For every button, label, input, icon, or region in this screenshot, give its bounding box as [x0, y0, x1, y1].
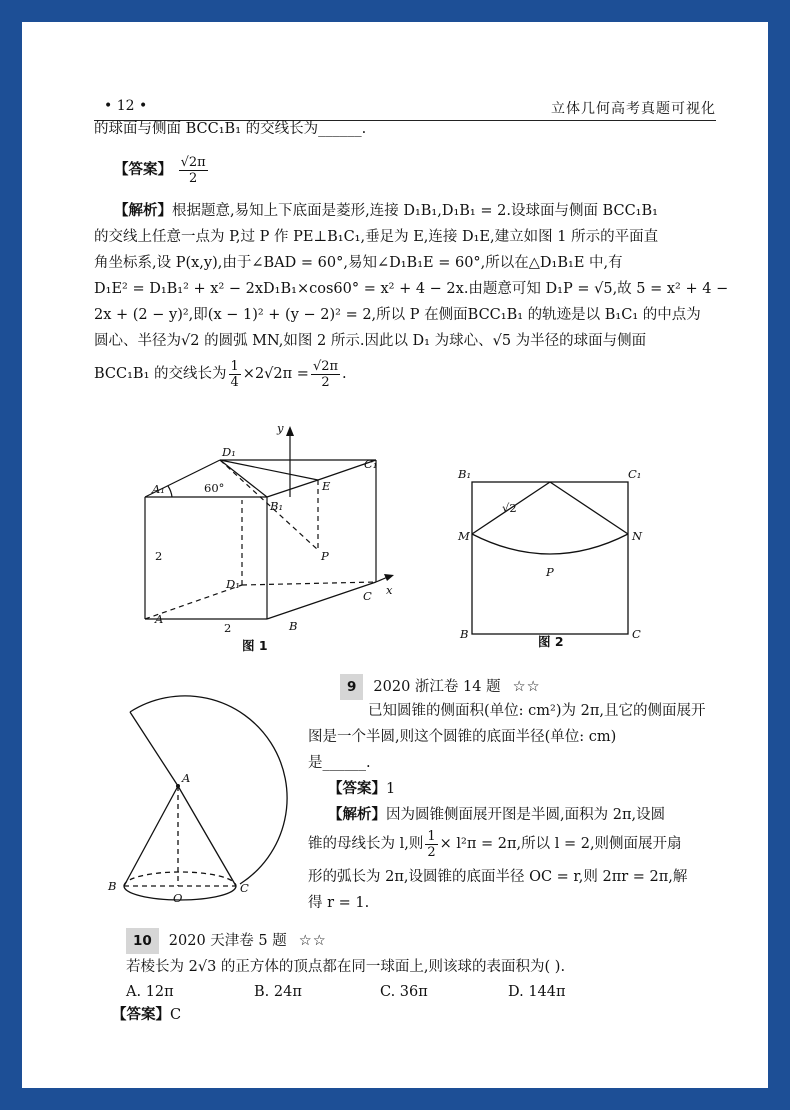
label-C: C: [632, 627, 641, 641]
hidden-DC: [242, 582, 376, 585]
q8-analysis-line2: 的交线上任意一点为 P,过 P 作 PE⊥B₁C₁,垂足为 E,连接 D₁E,建立如图 1 所示的平面直: [94, 229, 659, 245]
cone-base-back: [124, 872, 236, 886]
development-radius: [130, 712, 178, 786]
segment-D1E: [220, 460, 318, 480]
label-B1: B₁: [270, 499, 284, 513]
segment-D1B1: [220, 460, 267, 497]
q8-analysis-line3: 角坐标系,设 P(x,y),由于∠BAD = 60°,易知∠D₁B₁E = 60°,所以在△D₁B₁E 中,有: [94, 255, 623, 271]
label-angle-60: 60°: [204, 481, 225, 495]
q9-analysis-text1: 因为圆锥侧面展开图是半圆,面积为 2π,设圆: [386, 807, 666, 823]
q9-stem-line3: 是______.: [308, 755, 371, 771]
book-title: 立体几何高考真题可视化: [551, 101, 716, 117]
edge-BC: [267, 582, 376, 619]
angle-arc: [168, 486, 172, 497]
edge-B1E: [267, 480, 318, 497]
q8-answer-numerator: √2π: [180, 154, 206, 170]
label-sqrt2: √2: [502, 501, 517, 515]
q8-line7-frac2-num: √2π: [312, 358, 339, 374]
hidden-D1P: [220, 460, 318, 550]
label-A: A: [182, 771, 191, 785]
q10-answer-label: 【答案】: [112, 1006, 170, 1023]
label-base-2: 2: [224, 621, 232, 635]
label-C: C: [240, 881, 249, 895]
q8-continuation: 的球面与侧面 BCC₁B₁ 的交线长为______.: [94, 121, 367, 137]
label-O: O: [173, 891, 183, 905]
q10-difficulty-stars: ☆☆: [298, 933, 327, 949]
q9-analysis-line2: [308, 824, 728, 864]
figure-1-caption: 图 1: [242, 638, 268, 653]
q10-answer: [112, 1002, 181, 1028]
label-A: A: [155, 612, 164, 626]
label-B1: B₁: [458, 467, 472, 481]
label-B: B: [460, 627, 469, 641]
figure-2-diagram: [452, 452, 652, 652]
q10-option-a: A. 12π: [126, 984, 174, 1000]
label-A1: A₁: [152, 482, 165, 496]
q8-line7-frac1-num: 1: [230, 358, 239, 374]
cone-diagram: [102, 672, 322, 905]
label-D1-bottom: D₁: [226, 577, 240, 591]
label-C: C: [363, 589, 372, 603]
label-D1-top: D₁: [222, 445, 236, 459]
q9-stem-line1: 已知圆锥的侧面积(单位: cm²)为 2π,且它的侧面展开: [368, 703, 706, 719]
label-P: P: [321, 549, 329, 563]
q8-analysis-line6: 圆心、半径为√2 的圆弧 MN,如图 2 所示.因此以 D₁ 为球心、√5 为半径的球面与侧面: [94, 333, 647, 349]
q8-analysis-label: 【解析】: [114, 202, 172, 219]
label-C1: C₁: [364, 457, 378, 471]
q9-number: 9: [340, 674, 363, 700]
label-E: E: [322, 479, 331, 493]
q8-analysis-line4: D₁E² = D₁B₁² + x² − 2xD₁B₁×cos60° = x² + 4 − 2x.由题意可知 D₁P = √5,故 5 = x² + 4 −: [94, 281, 729, 297]
page: [22, 22, 768, 1088]
q8-analysis-line1: [114, 198, 734, 224]
y-axis-arrow: [286, 426, 294, 436]
q8-answer-denominator: 2: [189, 170, 198, 186]
cone-slant-left: [124, 786, 178, 886]
q9-a2-suffix: × l²π = 2π,所以 l = 2,则侧面展开扇: [439, 836, 682, 852]
figure-2-caption: 图 2: [538, 634, 564, 649]
label-B: B: [289, 619, 298, 633]
cone-slant-right: [178, 786, 236, 886]
q9-a2-frac-num: 1: [427, 828, 436, 844]
q10-stem: 若棱长为 2√3 的正方体的顶点都在同一球面上,则该球的表面积为( ).: [126, 959, 566, 975]
q9-difficulty-stars: ☆☆: [512, 679, 541, 695]
label-x: x: [386, 583, 393, 597]
q9-stem-line2: 图是一个半圆,则这个圆锥的底面半径(单位: cm): [308, 729, 617, 745]
q8-line7-frac1: [229, 359, 241, 390]
q9-heading: [340, 674, 541, 700]
q8-line7-end: .: [342, 366, 347, 382]
q9-answer-value: 1: [386, 781, 396, 797]
q9-a2-frac: [425, 829, 437, 860]
q8-line7-prefix: BCC₁B₁ 的交线长为: [94, 366, 227, 382]
label-C1: C₁: [628, 467, 642, 481]
label-N: N: [632, 529, 643, 543]
page-number: • 12 •: [104, 98, 148, 114]
label-M: M: [458, 529, 470, 543]
q10-option-d: D. 144π: [508, 984, 566, 1000]
q8-line7-frac2: [311, 359, 340, 390]
q8-answer-fraction: [179, 155, 208, 186]
label-side-2: 2: [155, 549, 163, 563]
q8-answer: [114, 150, 210, 190]
q8-line7-frac2-den: 2: [321, 374, 330, 390]
development-semicircle-arc: [130, 696, 287, 884]
q8-answer-label: 【答案】: [114, 161, 172, 178]
q10-source: 2020 天津卷 5 题: [168, 933, 287, 949]
q8-analysis-text1: 根据题意,易知上下底面是菱形,连接 D₁B₁,D₁B₁ = 2.设球面与侧面 BCC₁B₁: [172, 203, 658, 219]
q10-answer-value: C: [170, 1007, 182, 1023]
q9-analysis-label: 【解析】: [328, 806, 386, 823]
q9-source: 2020 浙江卷 14 题: [373, 679, 501, 695]
q8-line7-mid: ×2√2π =: [242, 366, 309, 382]
q8-line7-frac1-den: 4: [230, 374, 239, 390]
q9-answer: [328, 776, 395, 802]
label-B: B: [108, 879, 117, 893]
q9-a2-frac-den: 2: [427, 844, 436, 860]
figure-1-diagram: [122, 400, 402, 640]
q10-option-b: B. 24π: [254, 984, 302, 1000]
label-P: P: [546, 565, 554, 579]
q8-analysis-line5: 2x + (2 − y)²,即(x − 1)² + (y − 2)² = 2,所以 P 在侧面BCC₁B₁ 的轨迹是以 B₁C₁ 的中点为: [94, 307, 701, 323]
q10-number: 10: [126, 928, 159, 954]
q9-analysis-line4: 得 r = 1.: [308, 895, 370, 911]
q9-a2-prefix: 锥的母线长为 l,则: [308, 836, 424, 852]
page-header: [94, 80, 716, 121]
q9-answer-label: 【答案】: [328, 780, 386, 797]
q10-option-c: C. 36π: [380, 984, 428, 1000]
radius-right: [550, 482, 628, 534]
face-BCC1B1: [472, 482, 628, 634]
q9-analysis-line3: 形的弧长为 2π,设圆锥的底面半径 OC = r,则 2πr = 2π,解: [308, 869, 688, 885]
arc-MN: [472, 534, 628, 554]
x-axis-arrow: [384, 574, 394, 581]
label-y: y: [277, 421, 284, 435]
apex-point: [176, 784, 180, 788]
q8-analysis-line7: [94, 354, 734, 394]
q10-heading: [126, 928, 327, 954]
